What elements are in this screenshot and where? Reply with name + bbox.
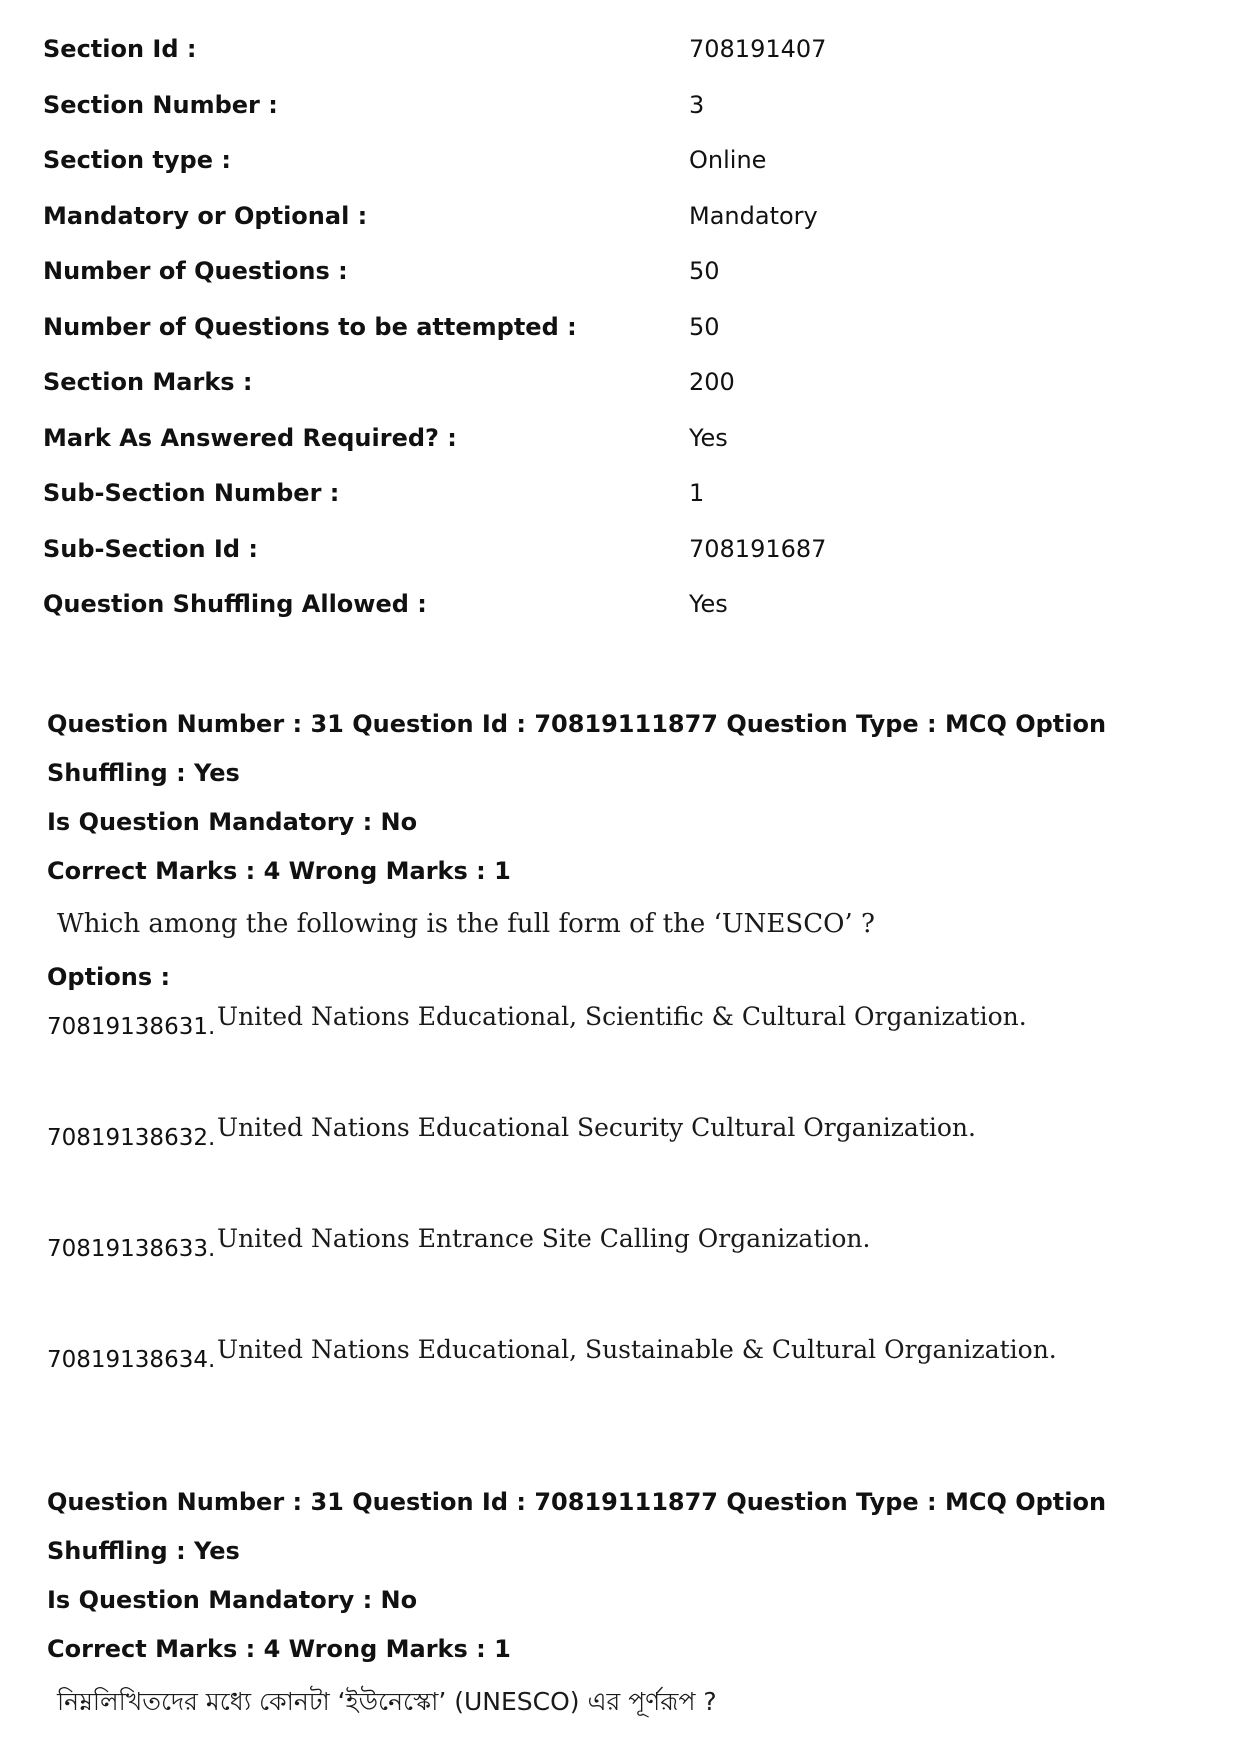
info-value: 708191687 xyxy=(689,534,827,563)
question-header: Question Number : 31 Question Id : 70819111877 Question Type : MCQ Option Shuffling : Yes xyxy=(47,1488,1107,1565)
info-label: Number of Questions : xyxy=(43,257,348,285)
option-text: United Nations Entrance Site Calling Organization. xyxy=(217,1224,871,1253)
info-label: Question Shuffling Allowed : xyxy=(43,590,427,618)
option-id: 70819138634. xyxy=(47,1347,216,1373)
info-value: 3 xyxy=(689,90,705,119)
info-row-number-of-questions xyxy=(43,257,1193,313)
info-label: Mandatory or Optional : xyxy=(43,201,368,230)
info-value: 50 xyxy=(689,257,720,285)
info-label: Section Marks : xyxy=(43,368,253,396)
info-label: Mark As Answered Required? : xyxy=(43,423,457,452)
info-label: Section Id : xyxy=(43,35,197,63)
info-row-questions-to-attempt xyxy=(43,313,1193,369)
info-row-sub-section-number xyxy=(43,479,1193,535)
option-id: 70819138633. xyxy=(47,1236,216,1262)
info-value: Online xyxy=(689,146,767,174)
option-id: 70819138632. xyxy=(47,1125,216,1151)
info-row-section-id xyxy=(43,35,1193,91)
question-mandatory: Is Question Mandatory : No xyxy=(47,1586,418,1614)
info-value: Mandatory xyxy=(689,201,818,230)
info-value: 200 xyxy=(689,368,735,396)
options-label: Options : xyxy=(47,963,171,991)
info-value: Yes xyxy=(689,423,728,452)
question-mandatory: Is Question Mandatory : No xyxy=(47,808,418,836)
info-row-section-type xyxy=(43,146,1193,202)
section-info-table xyxy=(43,35,1193,646)
option-text: United Nations Educational, Sustainable & Cultural Organization. xyxy=(217,1335,1057,1364)
info-value: Yes xyxy=(689,590,728,618)
option-text: United Nations Educational Security Cultural Organization. xyxy=(217,1113,976,1142)
option-id: 70819138631. xyxy=(47,1014,216,1040)
option-item xyxy=(47,1113,1207,1224)
info-row-mandatory-or-optional xyxy=(43,202,1193,258)
info-label: Section type : xyxy=(43,146,231,174)
option-item xyxy=(47,1224,1207,1335)
info-row-question-shuffling xyxy=(43,590,1193,646)
question-marks: Correct Marks : 4 Wrong Marks : 1 xyxy=(47,857,511,885)
option-item xyxy=(47,1335,1207,1446)
info-row-sub-section-id xyxy=(43,535,1193,591)
option-item xyxy=(47,1002,1207,1113)
info-label: Sub-Section Id : xyxy=(43,534,258,563)
info-label: Number of Questions to be attempted : xyxy=(43,312,577,341)
question-block-english xyxy=(47,700,1207,1446)
question-text: Which among the following is the full form of the ‘UNESCO’ ? xyxy=(57,909,875,939)
info-row-section-number xyxy=(43,91,1193,147)
info-label: Section Number : xyxy=(43,90,278,119)
info-row-mark-as-answered xyxy=(43,424,1193,480)
question-header: Question Number : 31 Question Id : 70819111877 Question Type : MCQ Option Shuffling : Yes xyxy=(47,710,1107,787)
info-value: 708191407 xyxy=(689,35,827,63)
info-label: Sub-Section Number : xyxy=(43,479,340,507)
info-value: 50 xyxy=(689,312,720,341)
info-value: 1 xyxy=(689,479,705,507)
option-text: United Nations Educational, Scientific & Cultural Organization. xyxy=(217,1002,1027,1031)
question-text: নিম্নলিখিতদের মধ্যে কোনটা ‘ইউনেস্কো’ (UNESCO) এর পূর্ণরূপ ? xyxy=(57,1687,717,1716)
question-block-bengali xyxy=(47,1478,1207,1730)
info-row-section-marks xyxy=(43,368,1193,424)
question-marks: Correct Marks : 4 Wrong Marks : 1 xyxy=(47,1635,511,1663)
